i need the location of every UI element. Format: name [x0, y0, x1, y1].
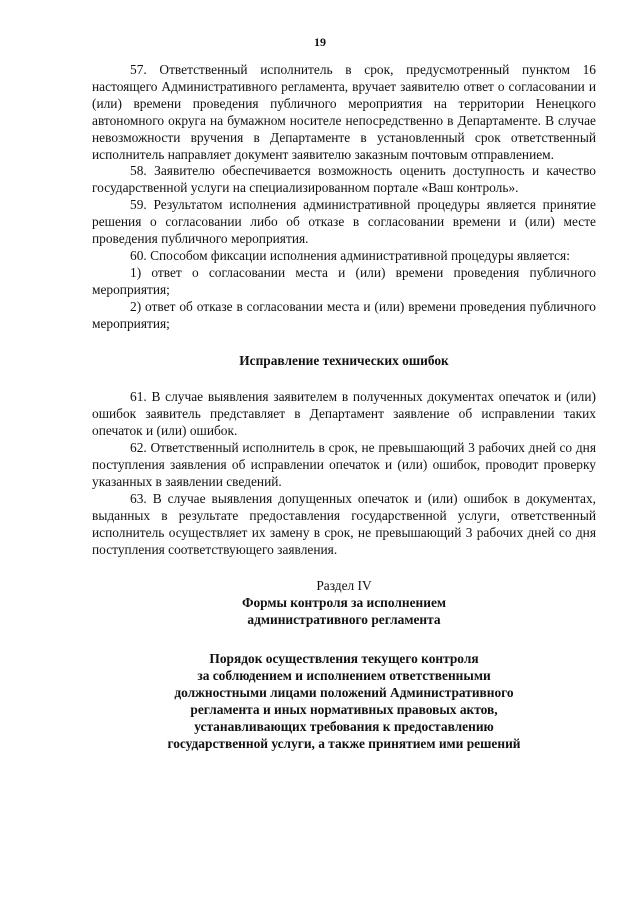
paragraph-63: 63. В случае выявления допущенных опечаток и (или) ошибок в документах, выданных в результате предоставления государственной услуги, ответственный исполнитель осуществляет их замену в срок, не превышающий 3 рабочих дней со дня поступления соответствующего заявления. — [92, 490, 596, 557]
subsection-title-line-3: должностными лицами положений Административного — [174, 685, 514, 700]
subsection-title-line-2: за соблюдением и исполнением ответственными — [197, 668, 491, 684]
subsection-title-line-5: устанавливающих требования к предоставлению — [194, 718, 494, 734]
page-number: 19 — [314, 35, 326, 49]
subsection-title-line-1: Порядок осуществления текущего контроля — [209, 651, 479, 667]
section-title-line-1: Формы контроля за исполнением — [241, 595, 447, 611]
section-heading-technical-errors: Исправление технических ошибок — [239, 352, 449, 368]
subsection-title-line-6: государственной услуги, а также принятием ими решений — [167, 735, 521, 751]
paragraph-57: 57. Ответственный исполнитель в срок, предусмотренный пунктом 16 настоящего Административного регламента, вручает заявителю ответ о согласовании и (или) времени проведения публичного мероприятия на территории Ненецкого автономного округа на бумажном носителе непосредственно в Департаменте. В случае невозможности вручения в Департаменте в установленный срок ответственный исполнитель направляет документ заявителю заказным почтовым отправлением. — [92, 62, 596, 162]
section-title-line-2: административного регламента — [247, 612, 441, 628]
paragraph-59: 59. Результатом исполнения административной процедуры является принятие решения о согласовании либо об отказе в согласовании времени и (или) месте проведения публичного мероприятия. — [92, 197, 596, 247]
paragraph-60: 60. Способом фиксации исполнения административной процедуры является: — [130, 247, 570, 263]
list-item-1: 1) ответ о согласовании места и (или) времени проведения публичного мероприятия; — [92, 264, 596, 297]
list-item-2: 2) ответ об отказе в согласовании места и (или) времени проведения публичного мероприятия; — [92, 298, 596, 331]
section-label: Раздел IV — [316, 578, 372, 594]
document-body — [92, 62, 596, 753]
subsection-title-line-4: регламента и иных нормативных правовых актов, — [190, 701, 498, 717]
paragraph-61: 61. В случае выявления заявителем в полученных документах опечаток и (или) ошибок заявитель представляет в Департамент заявление об исправлении таких опечаток и (или) ошибок. — [92, 389, 596, 439]
paragraph-62: 62. Ответственный исполнитель в срок, не превышающий 3 рабочих дней со дня поступления заявления об исправлении опечаток и (или) ошибок, проводит проверку указанных в заявлении сведений. — [92, 440, 596, 489]
paragraph-58: 58. Заявителю обеспечивается возможность оценить доступность и качество государственной услуги на специализированном портале «Ваш контроль». — [92, 163, 596, 196]
